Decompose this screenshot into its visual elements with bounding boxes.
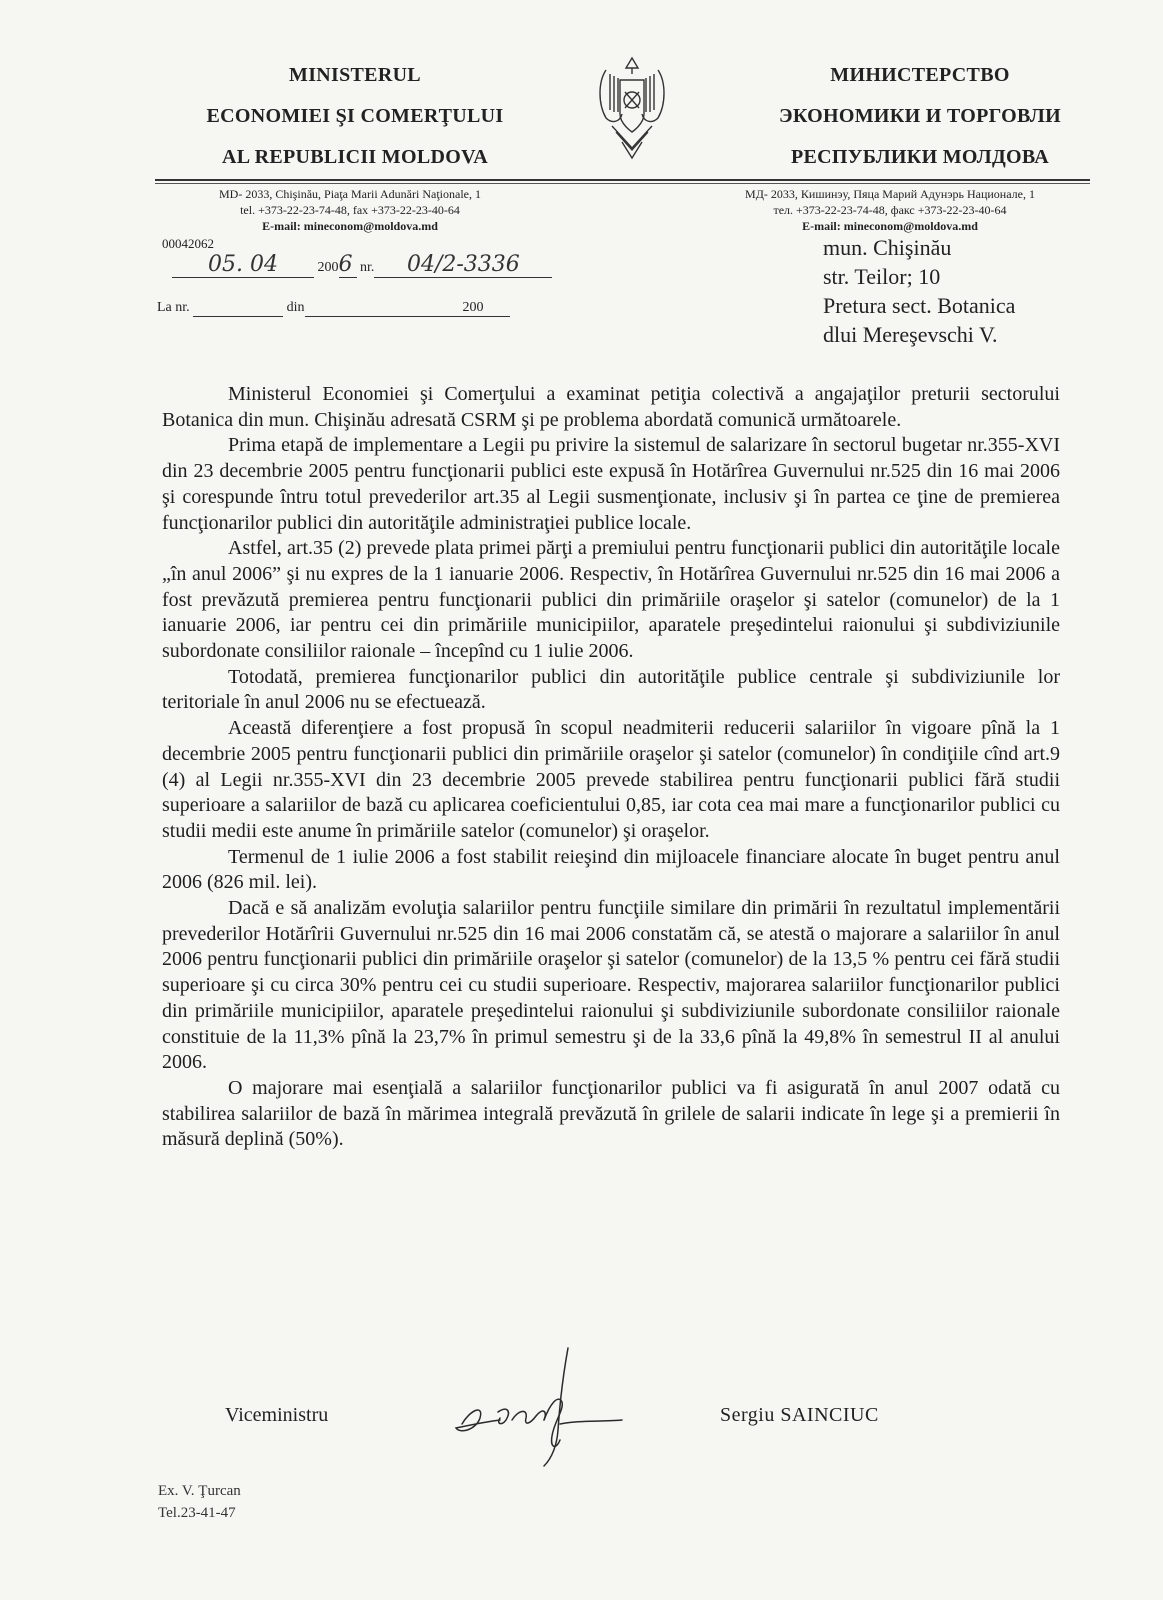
paragraph: O majorare mai esenţială a salariilor funcţionarilor publici va fi asigurată în anul 2007 odată cu stabilirea salariilor de bază în mărimea integrală prevăzută în grilele de salarii indicate în lege şi a premierii în măsură deplină (50%).	[162, 1076, 1060, 1151]
blank-field	[484, 300, 510, 317]
paragraph: Dacă e să analizăm evoluţia salariilor pentru funcţiile similare din primării în rezultatul implementării prevederilor Hotărîrii Guvernului nr.525 din 16 mai 2006 constatăm că, se atestă o majorare a salariilor în anul 2006 pentru funcţionarii publici din primăriile oraşelor şi satelor (comunelor) de la 13,5 % pentru cei fără studii superioare şi cu circa 30% pentru cei cu studii superioare. Respectiv, majorarea salariilor funcţionarilor publici din primăriile municipiilor, aparatele preşedintelui raionului şi subdiviziunile subordonate consiliilor raionale constituie de la 11,3% pînă la 23,7% în primul semestru şi de la 33,6 pînă la 49,8% în semestrul II al anului 2006.	[162, 897, 1060, 1074]
ministry-line: МИНИСТЕРСТВО	[830, 64, 1010, 86]
addressee-line: dlui Mereşevschi V.	[823, 322, 998, 347]
signatory-title: Viceministru	[225, 1404, 329, 1426]
paragraph: Astfel, art.35 (2) prevede plata primei părţi a premiului pentru funcţionarii publici din autorităţile locale „în anul 2006” şi nu expres de la 1 ianuarie 2006. Respectiv, în Hotărîrea Guvernului nr.525 din 16 mai 2006 a fost prevăzută premierea pentru funcţionarii publici din primăriile oraşelor şi satelor (comunelor) de la 1 ianuarie 2006, iar pentru cei din primăriile municipiilor, aparatele preşedintelui raionului şi subdiviziunile subordonate consiliilor raionale – începînd cu 1 iulie 2006.	[162, 537, 1060, 663]
moldova-coat-of-arms-icon	[592, 52, 672, 162]
contact-block-romanian	[155, 186, 545, 234]
phone-fax: тел. +373-22-23-74-48, факс +373-22-23-40-64	[773, 203, 1007, 217]
addressee-line: Pretura sect. Botanica	[823, 293, 1016, 318]
ministry-line: РЕСПУБЛИКИ МОЛДОВА	[790, 146, 1050, 168]
header-divider	[155, 179, 1090, 181]
address: MD- 2033, Chişinău, Piaţa Marii Adunări Naţionale, 1	[219, 187, 481, 201]
addressee-line: mun. Chişinău	[823, 235, 952, 260]
ministry-line: MINISTERUL	[289, 64, 421, 86]
ministry-line: ECONOMIEI ŞI COMERŢULUI	[206, 105, 504, 127]
letter-body	[162, 382, 1060, 1153]
addressee-line: str. Teilor; 10	[823, 264, 941, 289]
ministry-name-romanian	[150, 55, 560, 178]
email: E-mail: mineconom@moldova.md	[802, 219, 978, 233]
address: МД- 2033, Кишинэу, Пяца Марий Адунэрь Национале, 1	[745, 187, 1035, 201]
blank-field	[193, 300, 283, 317]
addressee-block	[823, 233, 1015, 349]
paragraph: Ministerul Economiei şi Comerţului a examinat petiţia colectivă a angajaţilor preturii sectorului Botanica din mun. Chişinău adresată CSRM şi pe problema abordată comunică următoarele.	[162, 383, 1060, 431]
year-blank: 200	[462, 300, 484, 315]
handwritten-signature-icon	[440, 1340, 630, 1470]
paragraph: Termenul de 1 iulie 2006 a fost stabilit reieşind din mijloacele financiare alocate în buget pentru anul 2006 (826 mil. lei).	[162, 845, 1060, 894]
ministry-line: AL REPUBLICII MOLDOVA	[222, 146, 488, 168]
executor-phone: Tel.23-41-47	[158, 1505, 236, 1521]
header-divider-thin	[155, 183, 1090, 184]
din-label: din	[286, 300, 305, 315]
ministry-line: ЭКОНОМИКИ И ТОРГОВЛИ	[779, 105, 1061, 127]
paragraph: Prima etapă de implementare a Legii pu privire la sistemul de salarizare în sectorul bugetar nr.355-XVI din 23 decembrie 2005 pentru funcţionarii publici este expusă în Hotărîrea Guvernului nr.525 din 16 mai 2006 şi corespunde întru totul prevederilor art.35 al Legii susmenţionate, inclusiv şi în partea ce ţine de premierea funcţionarilor publici din autorităţile administraţiei publice locale.	[162, 434, 1060, 534]
handwritten-year: 6	[339, 252, 357, 278]
outgoing-date-line	[172, 252, 552, 278]
blank-field	[305, 300, 463, 317]
executor-name: Ex. V. Ţurcan	[158, 1483, 241, 1499]
ministry-name-russian	[720, 55, 1120, 178]
signatory-name: Sergiu SAINCIUC	[720, 1404, 879, 1426]
reference-line	[157, 300, 510, 317]
handwritten-reg-number: 04/2-3336	[374, 252, 552, 278]
registration-number: 00042062	[162, 236, 214, 251]
phone-fax: tel. +373-22-23-74-48, fax +373-22-23-40-64	[240, 203, 460, 217]
handwritten-date: 05. 04	[172, 252, 314, 278]
paragraph: Această diferenţiere a fost propusă în scopul neadmiterii reducerii salariilor în vigoare pînă la 1 decembrie 2005 pentru funcţionarii publici din primăriile oraşelor şi satelor (comunelor) în condiţiile cînd art.9 (4) al Legii nr.355-XVI din 23 decembrie 2005 prevede stabilirea pentru funcţionarii publici fără studii superioare a salariilor de bază cu aplicarea coeficientului 0,85, iar cota cea mai mare a funcţionarilor publici cu studii medii este anume în primăriile satelor (comunelor) şi oraşelor.	[162, 717, 1060, 842]
la-nr-label: La nr.	[157, 300, 190, 315]
contact-block-russian	[690, 186, 1090, 234]
paragraph: Totodată, premierea funcţionarilor publici din autorităţile publice centrale şi subdiviziunile lor teritoriale în anul 2006 nu se efectuează.	[162, 665, 1060, 714]
year-prefix: 200	[317, 260, 339, 275]
email: E-mail: mineconom@moldova.md	[262, 219, 438, 233]
nr-label: nr.	[360, 260, 375, 275]
executor-block	[158, 1480, 241, 1524]
